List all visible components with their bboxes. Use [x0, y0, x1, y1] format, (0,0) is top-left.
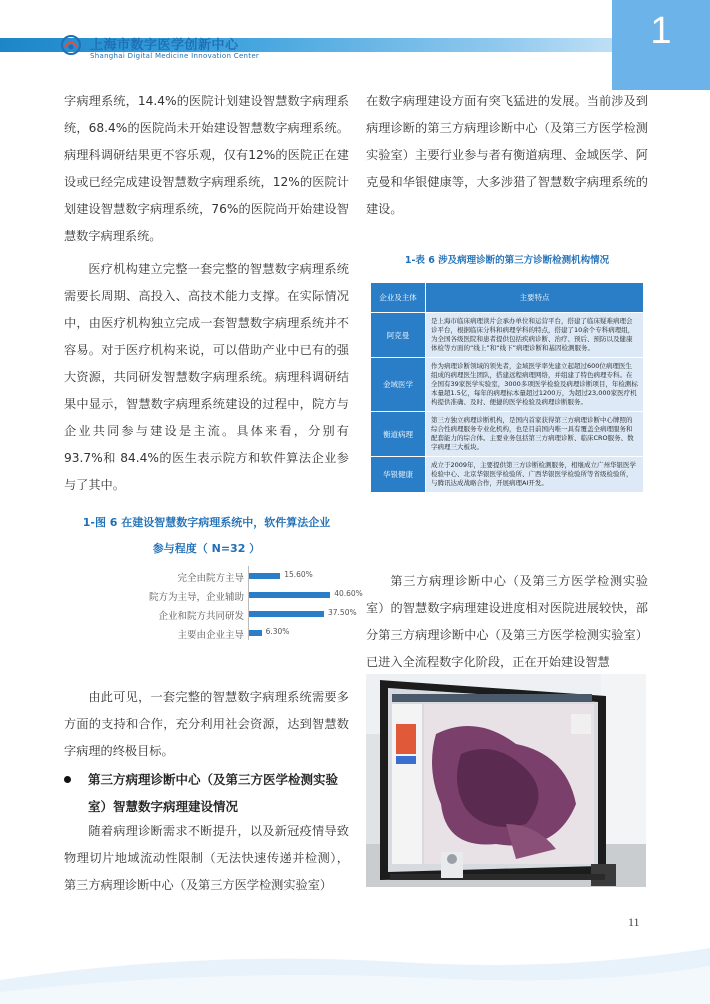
section-heading	[64, 766, 354, 820]
table-cell-name: 华银健康	[371, 457, 426, 493]
footer-wave	[0, 940, 710, 1004]
chart-bar-row	[64, 568, 354, 584]
table-row	[371, 313, 644, 358]
pathology-workstation-photo	[366, 674, 646, 887]
table-header-row	[371, 283, 644, 313]
table-row	[371, 358, 644, 412]
chart-bar	[249, 592, 330, 598]
org-name-en: Shanghai Digital Medicine Innovation Center	[90, 52, 260, 60]
bullet-icon	[64, 776, 71, 783]
table-cell-name: 衡道病理	[371, 412, 426, 457]
table-row	[371, 457, 644, 493]
page-number: 11	[628, 915, 640, 929]
left-column-top	[64, 88, 349, 499]
org-name: 上海市数字医学创新中心	[90, 38, 239, 53]
chart-value-label: 15.60%	[284, 570, 313, 579]
institution-table	[370, 282, 644, 493]
paragraph: 医疗机构建立完整一套完整的智慧数字病理系统需要长周期、高投入、高技术能力支撑。在实际情况中，由医疗机构独立完成一套智慧数字病理系统并不容易。对于医疗机构来说，可以借助产业中已有的强大资源，共同研发智慧数字病理系统。病理科调研结果中显示，智慧数字病理系统建设的过程中，院方与企业共同参与建设是主流。具体来看，分别有 93.7%和 84.4%的医生表示院方和软件算法企业参与了其中。	[64, 262, 349, 492]
chart-title-line2: 参与程度（ N=32 ）	[152, 542, 261, 555]
chart-bar-row	[64, 587, 363, 603]
table-cell-name: 金域医学	[371, 358, 426, 412]
chart-bar	[249, 630, 262, 636]
chart-category-label: 主要由企业主导	[177, 630, 244, 641]
chart-value-label: 40.60%	[334, 589, 363, 598]
bar-chart	[64, 566, 363, 641]
chart-bar	[249, 573, 280, 579]
table-cell-desc: 是上海市临床病理读片会承办单位和运营平台，搭建了临床疑难病理会诊平台，根据临床分科和病理学科的特点，搭建了10余个专科病理组，为全国各级医院和患者提供包括疾病诊断、治疗、预后、预防以及健康体检等方面的“线上”和“线下”病理诊断和基因检测服务。	[426, 313, 644, 358]
chapter-number: 1	[650, 10, 672, 52]
table-header: 主要特点	[426, 283, 644, 313]
table-header: 企业及主体	[371, 283, 426, 313]
chart-category-label: 完全由院方主导	[177, 573, 244, 584]
paragraph: 随着病理诊断需求不断提升，以及新冠疫情导致物理切片地域流动性限制（无法快速传递并检测），第三方病理诊断中心（及第三方医学检测实验室）	[64, 824, 349, 892]
left-column-bottom	[64, 818, 349, 899]
paragraph: 由此可见，一套完整的智慧数字病理系统需要多方面的支持和合作，充分利用社会资源，达到智慧数字病理的终极目标。	[64, 690, 349, 758]
chart-bar-row	[64, 606, 357, 622]
right-column-bottom	[366, 568, 648, 676]
right-column-top	[366, 88, 648, 223]
table-cell-desc: 第三方独立病理诊断机构，是国内首家获得第三方病理诊断中心牌照的综合性病理服务专业化机构，也是目前国内唯一具有覆盖全病理服务和配套能力的综合体。主要业务包括第三方病理诊断、临床CRO服务、数字病理三大板块。	[426, 412, 644, 457]
paragraph: 字病理系统，14.4%的医院计划建设智慧数字病理系统，68.4%的医院尚未开始建设智慧数字病理系统。病理科调研结果更不容乐观，仅有12%的医院正在建设或已经完成建设智慧数字病理系统，12%的医院计划建设智慧数字病理系统，76%的医院尚开始建设智慧数字病理系统。	[64, 94, 349, 243]
chart-value-label: 37.50%	[328, 608, 357, 617]
chapter-tab	[612, 0, 710, 90]
logo-icon	[60, 34, 82, 56]
chart-category-label: 企业和院方共同研发	[158, 611, 244, 622]
table-row	[371, 412, 644, 457]
table-cell-name: 阿克曼	[371, 313, 426, 358]
chart-category-label: 院方为主导，企业辅助	[148, 592, 244, 603]
chart-bar	[249, 611, 324, 617]
table-cell-desc: 作为病理诊断领域的领先者，金域医学率先建立起超过600位病理医生组成的病理医生团队，搭建远程病理网络，并组建了特色病理专科。在全国有39家医学实验室，3000多项医学检验及病理诊断项目，年检测标本量超1.5亿，每年的病理标本量超过1200万，为超过23,000家医疗机构提供准确、及时、便捷的医学检验及病理诊断服务。	[426, 358, 644, 412]
table-title: 1-表 6 涉及病理诊断的第三方诊断检测机构情况	[404, 255, 610, 266]
left-column-mid	[64, 684, 349, 765]
chart-value-label: 6.30%	[265, 627, 290, 636]
paragraph: 在数字病理建设方面有突飞猛进的发展。当前涉及到病理诊断的第三方病理诊断中心（及第三方医学检测实验室）主要行业参与者有衡道病理、金域医学、阿克曼和华银健康等，大多涉猎了智慧数字病理系统的建设。	[366, 94, 648, 216]
paragraph: 第三方病理诊断中心（及第三方医学检测实验室）的智慧数字病理建设进度相对医院进展较快，部分第三方病理诊断中心（及第三方医学检测实验室）已进入全流程数字化阶段，正在开始建设智慧	[366, 574, 648, 669]
table-cell-desc: 成立于2009年，主要提供第三方诊断检测服务，相继成立广州华银医学检验中心、北京华银医学检验所、广西华银医学检验所等省级检验所，与腾讯达成战略合作，开展病理AI开发。	[426, 457, 644, 493]
chart-bar-row	[64, 625, 354, 641]
chart-title-line1: 1-图 6 在建设智慧数字病理系统中，软件算法企业	[82, 516, 331, 529]
section-heading-text: 第三方病理诊断中心（及第三方医学检测实验室）智慧数字病理建设情况	[88, 772, 339, 814]
